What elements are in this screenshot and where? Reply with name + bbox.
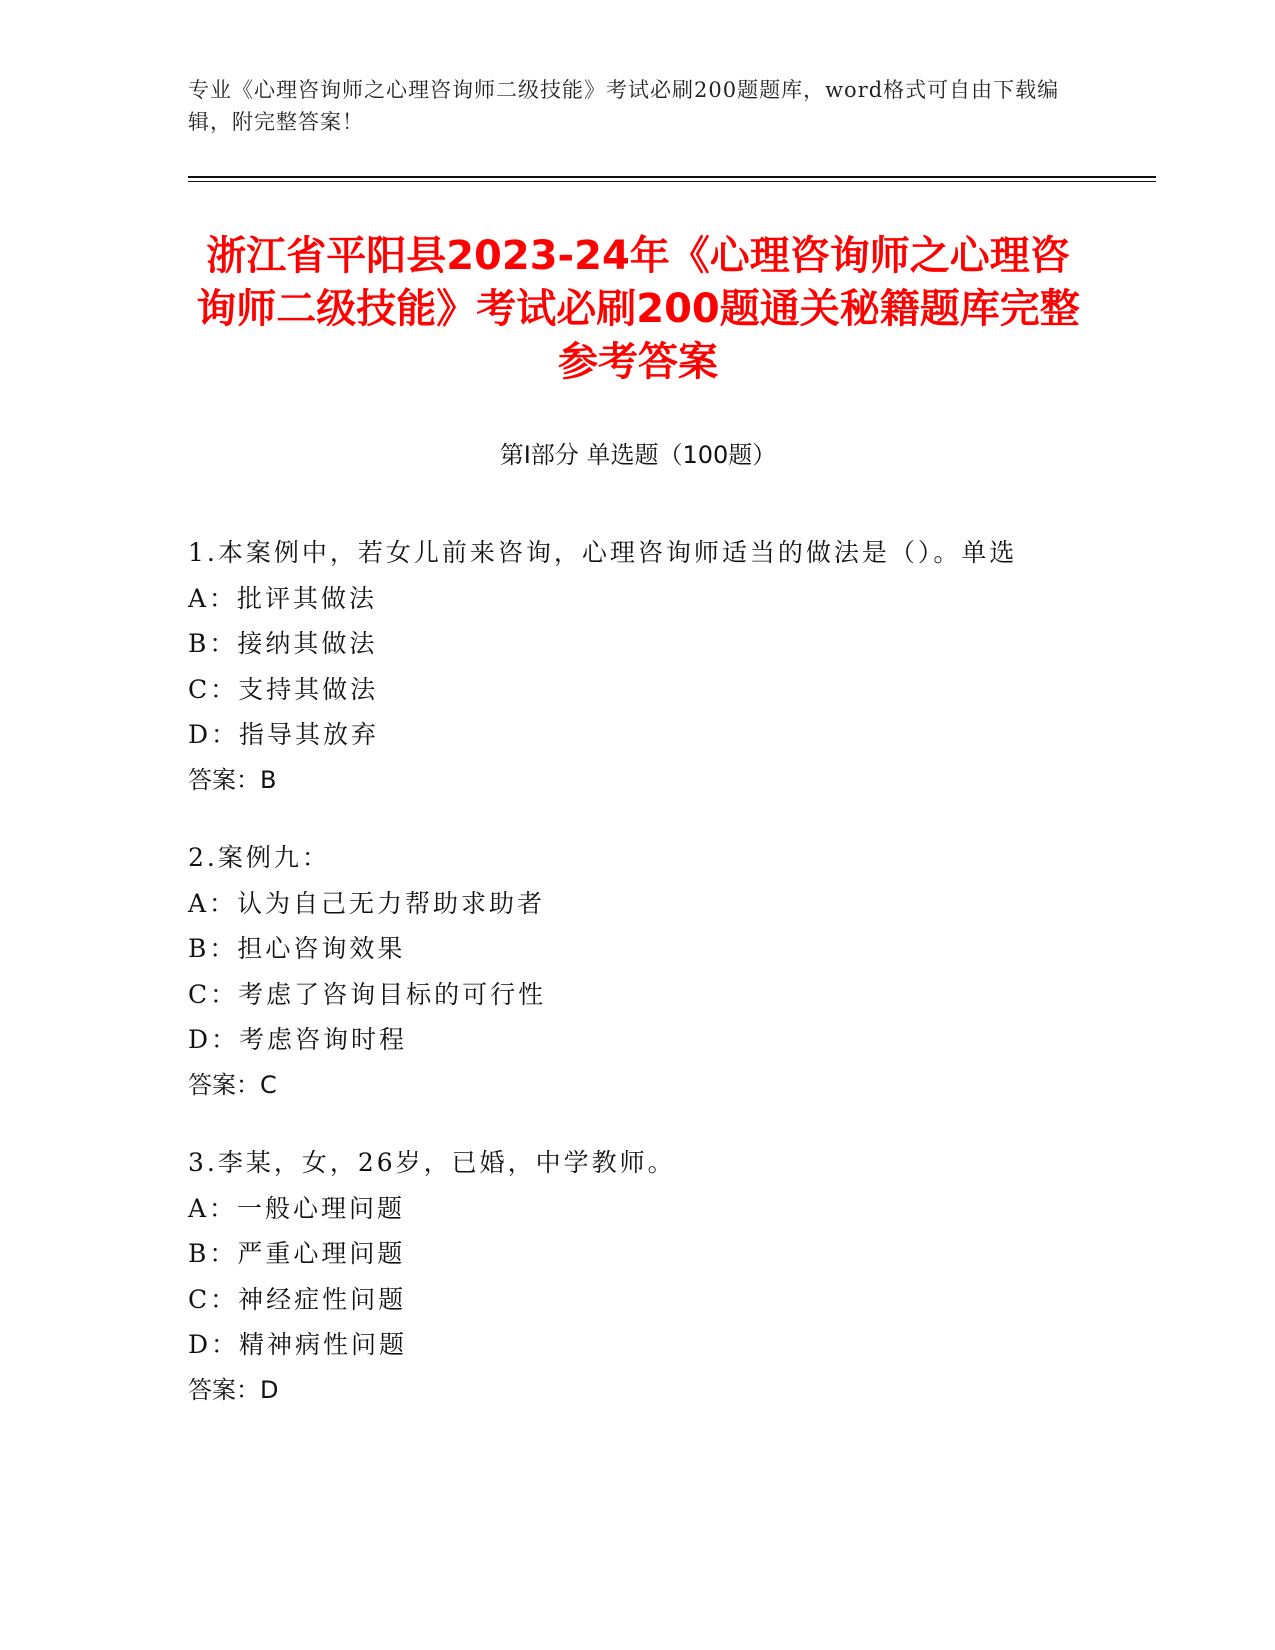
option-d: D：考虑咨询时程 <box>188 1025 408 1054</box>
question-1 <box>188 530 1088 803</box>
answer: 答案：D <box>188 1375 279 1404</box>
option-b: B：担心咨询效果 <box>188 934 406 963</box>
question-3 <box>188 1140 1088 1413</box>
option-b: B：接纳其做法 <box>188 629 378 658</box>
question-stem: 3.李某，女，26岁，已婚，中学教师。 <box>188 1148 676 1177</box>
header-divider-thick <box>188 176 1156 178</box>
question-list <box>188 530 1088 1445</box>
document-title: 浙江省平阳县2023-24年《心理咨询师之心理咨询师二级技能》考试必刷200题通关秘籍题库完整参考答案 <box>196 233 1080 385</box>
option-a: A：一般心理问题 <box>188 1193 406 1223</box>
section-title: 第Ⅰ部分 单选题（100题） <box>499 441 777 469</box>
option-c: C：神经症性问题 <box>188 1284 407 1314</box>
option-a: A：认为自己无力帮助求助者 <box>188 888 546 918</box>
option-d: D：精神病性问题 <box>188 1330 408 1359</box>
option-d: D：指导其放弃 <box>188 720 380 749</box>
option-c: C：考虑了咨询目标的可行性 <box>188 979 547 1009</box>
option-a: A：批评其做法 <box>188 583 378 613</box>
question-stem: 1.本案例中，若女儿前来咨询，心理咨询师适当的做法是（）。单选 <box>188 538 1018 567</box>
option-c: C：支持其做法 <box>188 674 379 704</box>
question-2 <box>188 835 1088 1108</box>
option-b: B：严重心理问题 <box>188 1239 406 1268</box>
header-note: 专业《心理咨询师之心理咨询师二级技能》考试必刷200题题库，word格式可自由下载编辑，附完整答案！ <box>188 78 1060 134</box>
question-stem: 2.案例九： <box>188 843 330 872</box>
answer: 答案：C <box>188 1070 277 1099</box>
header-divider-thin <box>188 181 1156 182</box>
answer: 答案：B <box>188 765 277 794</box>
